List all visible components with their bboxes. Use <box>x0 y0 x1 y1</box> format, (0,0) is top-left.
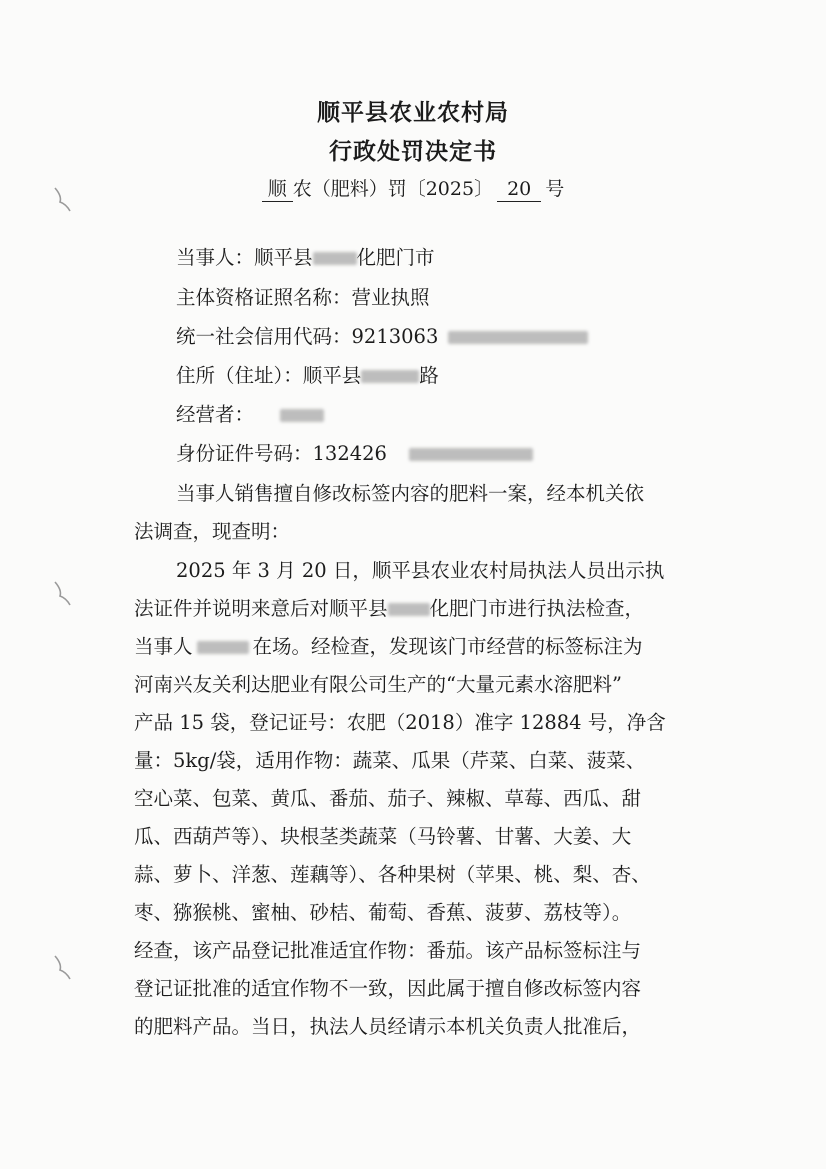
body-line: 的肥料产品。当日，执法人员经请示本机关负责人批准后， <box>134 1015 642 1038</box>
id-number-value: 132426 <box>312 442 387 465</box>
redaction-mark <box>388 603 430 616</box>
address-tail: 路 <box>419 364 439 387</box>
address-line <box>176 362 439 390</box>
body-text: 当事人 <box>134 635 193 658</box>
body-line: 法调查，现查明： <box>134 520 291 543</box>
body-line: 空心菜、包菜、黄瓜、番茄、茄子、辣椒、草莓、西瓜、甜 <box>134 787 642 810</box>
body-line: 河南兴友关利达肥业有限公司生产的“大量元素水溶肥料” <box>134 673 622 696</box>
body-line <box>134 633 643 661</box>
credit-code-label: 统一社会信用代码： <box>176 325 352 348</box>
binding-hole-mark <box>52 952 74 982</box>
body-line: 瓜、西葫芦等）、块根茎类蔬菜（马铃薯、甘薯、大姜、大 <box>134 825 632 848</box>
license-line <box>176 284 430 312</box>
document-number <box>0 174 826 202</box>
body-line: 产品 15 袋，登记证号：农肥（2018）准字 12884 号，净含 <box>134 711 666 734</box>
redaction-mark <box>280 409 324 422</box>
redaction-mark <box>409 448 533 461</box>
doc-number-prefix: 顺 <box>262 177 293 202</box>
body-line <box>134 595 644 623</box>
redaction-mark <box>361 370 419 383</box>
body-text: 法证件并说明来意后对顺平县 <box>134 597 388 620</box>
operator-label: 经营者： <box>176 403 255 426</box>
body-text: 化肥门市进行执法检查， <box>429 597 645 620</box>
credit-code-line <box>176 323 588 351</box>
body-line: 量：5kg/袋，适用作物：蔬菜、瓜果（芹菜、白菜、菠菜、 <box>134 749 646 772</box>
body-line: 蒜、萝卜、洋葱、莲藕等）、各种果树（苹果、桃、梨、杏、 <box>134 863 651 886</box>
doc-number-middle: 农（肥料）罚〔2025〕 <box>292 178 494 200</box>
doc-number-suffix: 号 <box>545 178 565 200</box>
redaction-mark <box>448 331 588 344</box>
body-line: 经查，该产品登记批准适宜作物：番茄。该产品标签标注与 <box>134 939 642 962</box>
body-line: 枣、猕猴桃、蜜柚、砂桔、葡萄、香蕉、菠萝、荔枝等）。 <box>134 901 632 924</box>
operator-line <box>176 401 324 429</box>
id-number-label: 身份证件号码： <box>176 442 313 465</box>
body-text: 在场。经检查，发现该门市经营的标签标注为 <box>252 635 643 658</box>
license-label: 主体资格证照名称：营业执照 <box>176 286 430 309</box>
redaction-mark <box>313 252 357 265</box>
doc-number-value: 20 <box>497 177 541 202</box>
document-type-title: 行政处罚决定书 <box>329 138 497 165</box>
redaction-mark <box>197 641 249 654</box>
address-label: 住所（住址）：顺平县 <box>176 364 362 387</box>
party-label: 当事人：顺平县 <box>176 246 313 269</box>
body-line: 当事人销售擅自修改标签内容的肥料一案，经本机关依 <box>176 482 645 505</box>
party-name-tail: 化肥门市 <box>356 246 435 269</box>
body-line: 登记证批准的适宜作物不一致，因此属于擅自修改标签内容 <box>134 977 642 1000</box>
id-number-line <box>176 440 533 468</box>
credit-code-value: 9213063 <box>351 325 439 348</box>
agency-title: 顺平县农业农村局 <box>317 99 509 126</box>
binding-hole-mark <box>52 184 74 214</box>
party-line <box>176 244 435 272</box>
body-line: 2025 年 3 月 20 日，顺平县农业农村局执法人员出示执 <box>176 559 665 582</box>
binding-hole-mark <box>52 578 74 608</box>
